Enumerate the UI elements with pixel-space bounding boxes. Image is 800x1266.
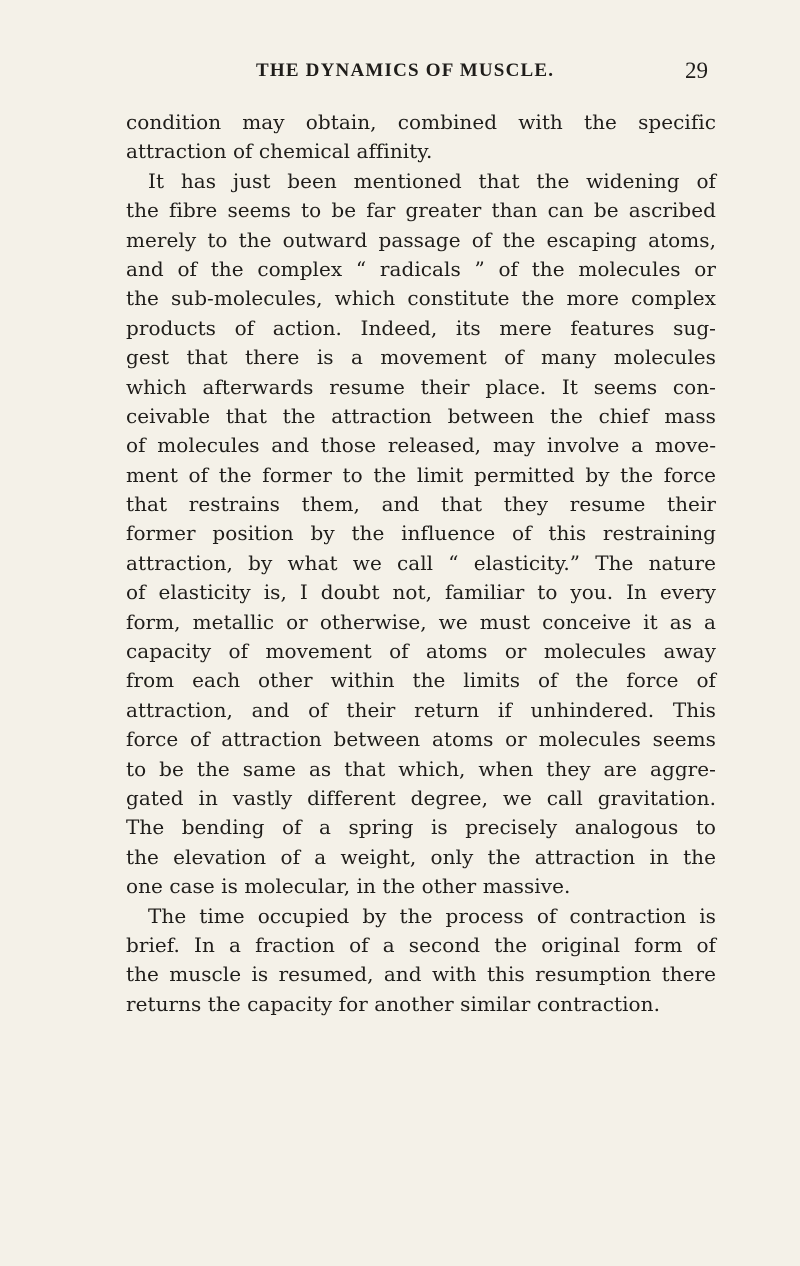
text-line: the muscle is resumed, and with this resumption there: [126, 962, 716, 987]
running-head: [126, 60, 708, 88]
text-line: and of the complex “ radicals ” of the molecules or: [126, 256, 716, 281]
text-line: of elasticity is, I doubt not, familiar to you. In every: [126, 580, 716, 605]
text-line: gated in vastly different degree, we call gravitation.: [126, 785, 716, 810]
text-line: of molecules and those released, may involve a move-: [126, 433, 716, 458]
text-line: the fibre seems to be far greater than can be ascribed: [126, 198, 716, 223]
text-line: attraction of chemical affinity.: [126, 139, 433, 164]
text-line: the elevation of a weight, only the attraction in the: [126, 844, 716, 869]
text-line: condition may obtain, combined with the specific: [126, 110, 716, 134]
text-line: It has just been mentioned that the widening of: [148, 168, 716, 193]
text-line: attraction, by what we call “ elasticity.” The nature: [126, 550, 716, 575]
text-line: to be the same as that which, when they are aggre-: [126, 756, 716, 781]
text-line: the sub-molecules, which constitute the more complex: [126, 286, 716, 311]
text-line: The time occupied by the process of contraction is: [148, 903, 716, 928]
text-line: brief. In a fraction of a second the original form of: [126, 932, 716, 957]
text-line: gest that there is a movement of many molecules: [126, 345, 716, 370]
text-line: ceivable that the attraction between the chief mass: [126, 403, 716, 428]
body-text: [126, 108, 716, 1019]
running-title: THE DYNAMICS OF MUSCLE.: [256, 60, 555, 81]
text-line: from each other within the limits of the force of: [126, 668, 716, 693]
text-line: force of attraction between atoms or molecules seems: [126, 727, 716, 752]
text-line: form, metallic or otherwise, we must conceive it as a: [126, 609, 716, 634]
text-line: The bending of a spring is precisely analogous to: [126, 815, 716, 840]
text-line: ment of the former to the limit permitted by the force: [126, 462, 716, 487]
text-line: former position by the influence of this restraining: [126, 521, 716, 546]
text-line: one case is molecular, in the other massive.: [126, 874, 571, 899]
text-line: that restrains them, and that they resume their: [126, 492, 716, 517]
text-line: attraction, and of their return if unhindered. This: [126, 697, 716, 722]
text-line: returns the capacity for another similar contraction.: [126, 991, 660, 1016]
page-number: 29: [685, 58, 708, 83]
text-line: products of action. Indeed, its mere features sug-: [126, 315, 716, 340]
text-line: which afterwards resume their place. It seems con-: [126, 374, 716, 399]
text-line: merely to the outward passage of the escaping atoms,: [126, 227, 716, 252]
text-line: capacity of movement of atoms or molecules away: [126, 639, 716, 664]
